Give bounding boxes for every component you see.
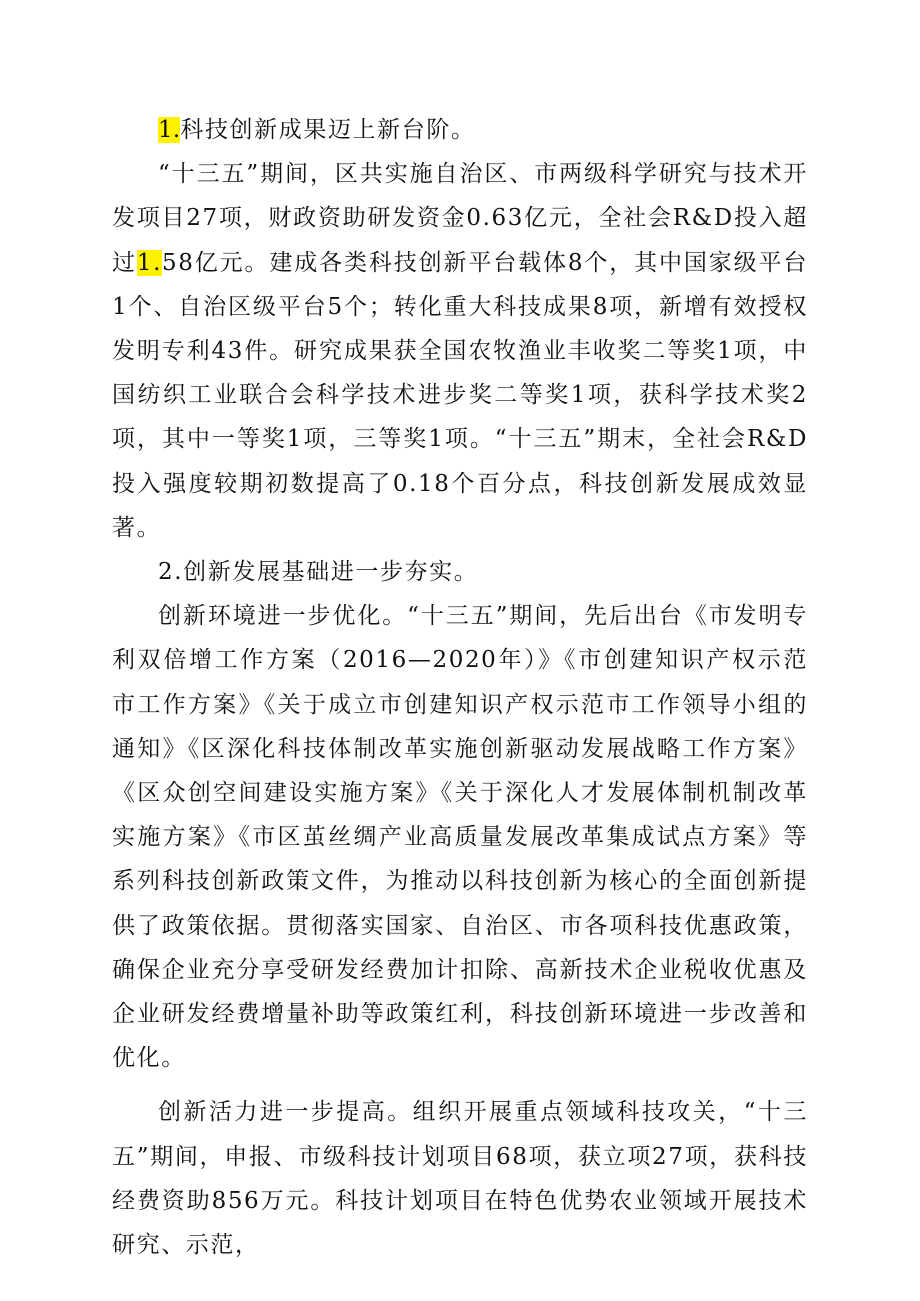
heading-1-number-highlight: 1.	[158, 117, 181, 143]
paragraph-3: 创新活力进一步提高。组织开展重点领域科技攻关，“十三五”期间，申报、市级科技计划项目68项，获立项27项，获科技经费资助856万元。科技计划项目在特色优势农业领域开展技术研究、示范，	[112, 1099, 808, 1259]
paragraph-2: 创新环境进一步优化。“十三五”期间，先后出台《市发明专利双倍增工作方案（2016—2020年）》《市创建知识产权示范市工作方案》《关于成立市创建知识产权示范市工作领导小组的通知》《区深化科技体制改革实施创新驱动发展战略工作方案》《区众创空间建设实施方案》《关于深化人才发展体制机制改革实施方案》《市区茧丝绸产业高质量发展改革集成试点方案》等系列科技创新政策文件，为推动以科技创新为核心的全面创新提供了政策依据。贯彻落实国家、自治区、市各项科技优惠政策，确保企业充分享受研发经费加计扣除、高新技术企业税收优惠及企业研发经费增量补助等政策红利，科技创新环境进一步改善和优化。	[112, 603, 808, 1072]
heading-1	[112, 108, 808, 152]
paragraph-1-part2: 58亿元。建成各类科技创新平台载体8个，其中国家级平台1个、自治区级平台5个；转化重大科技成果8项，新增有效授权发明专利43件。研究成果获全国农牧渔业丰收奖二等奖1项，中国纺织工业联合会科学技术进步奖二等奖1项，获科学技术奖2项，其中一等奖1项，三等奖1项。“十三五”期末，全社会R&D投入强度较期初数提高了0.18个百分点，科技创新发展成效显著。	[112, 249, 808, 541]
heading-1-text: 科技创新成果迈上新台阶。	[180, 117, 476, 143]
paragraph-1-part1: “十三五”期间，区共实施自治区、市两级科学研究与技术开发项目27项，财政资助研发资金0.63亿元，全社会R&D投入超过	[112, 161, 808, 276]
paragraph-1-highlight: 1.	[136, 249, 163, 276]
paragraph-1	[112, 152, 808, 550]
heading-2: 2.创新发展基础进一步夯实。	[158, 559, 479, 586]
